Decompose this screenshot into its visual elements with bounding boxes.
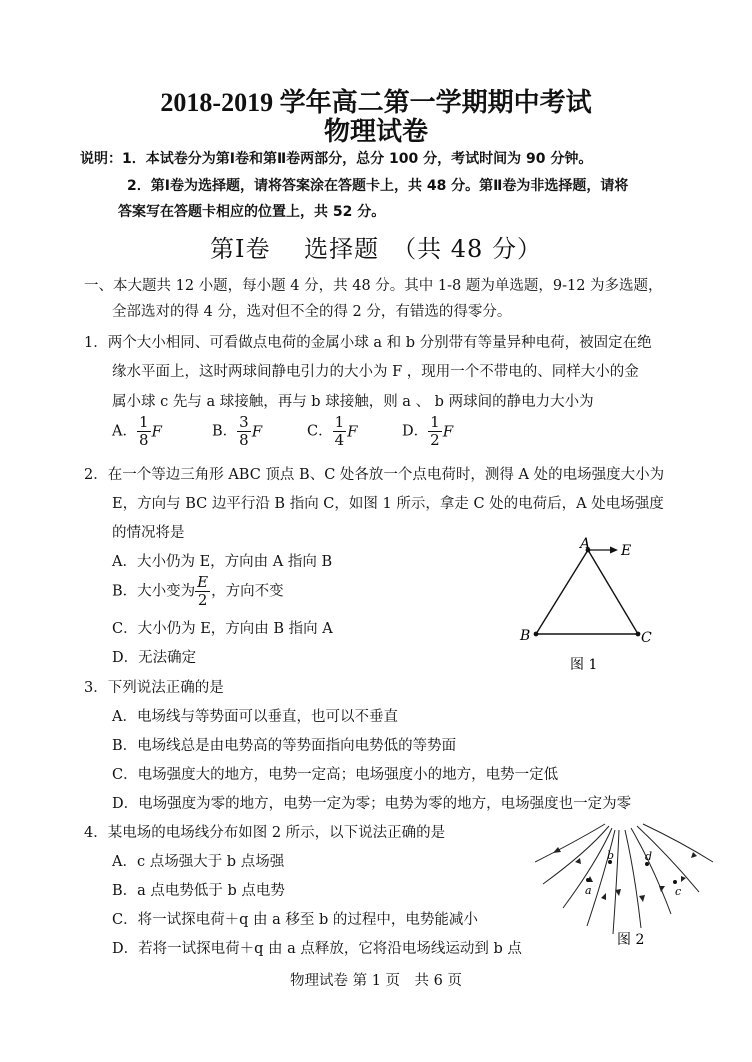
figure-2-field-lines — [535, 822, 715, 952]
q3-stem: 3．下列说法正确的是 — [84, 680, 224, 696]
fraction: $\frac{1}{8}$ — [138, 413, 149, 449]
field-line — [625, 830, 641, 928]
section-title: 第Ⅰ卷 选择题 （共 48 分） — [210, 235, 542, 263]
figure-1-caption: 图 1 — [570, 657, 598, 673]
note-line-1: 说明：1．本试卷分为第Ⅰ卷和第Ⅱ卷两部分，总分 100 分，考试时间为 90 分钟。 — [80, 151, 593, 167]
q1-option-b[interactable]: B． $\frac{3}{8}$ F — [212, 413, 263, 449]
label-b: b — [607, 849, 615, 862]
vertex-b-dot — [534, 632, 539, 637]
q3-option-b[interactable]: B．电场线总是由电势高的等势面指向电势低的等势面 — [112, 738, 457, 754]
note-line-2: 2．第Ⅰ卷为选择题，请将答案涂在答题卡上，共 48 分。第Ⅱ卷为非选择题，请将 — [127, 178, 629, 194]
arrowhead — [691, 852, 697, 858]
page-footer: 物理试卷 第 1 页 共 6 页 — [290, 973, 462, 989]
field-line — [643, 824, 713, 862]
fraction: $\frac{E}{2}$ — [197, 573, 209, 609]
q2-stem-line-1: 2．在一个等边三角形 ABC 顶点 B、C 处各放一个点电荷时，测得 A 处的电场强度大小为 — [84, 467, 665, 483]
field-line — [613, 830, 619, 934]
label-c: c — [675, 885, 682, 898]
field-arrowhead — [610, 547, 618, 554]
q3-option-c[interactable]: C．电场强度大的地方，电势一定高；电场强度小的地方，电势一定低 — [112, 767, 559, 783]
q4-stem: 4．某电场的电场线分布如图 2 所示，以下说法正确的是 — [84, 825, 446, 841]
q1-stem-line-1: 1．两个大小相同、可看做点电荷的金属小球 a 和 b 分别带有等量异种电荷，被固定在绝 — [84, 335, 652, 351]
label-a: a — [585, 884, 592, 897]
q2-option-c[interactable]: C．大小仍为 E，方向由 B 指向 A — [112, 621, 333, 637]
q1-option-d[interactable]: D． $\frac{1}{2}$ F — [402, 413, 454, 449]
q4-option-c[interactable]: C．将一试探电荷＋q 由 a 移至 b 的过程中，电势能减小 — [112, 912, 478, 928]
fraction: $\frac{3}{8}$ — [239, 413, 249, 449]
q2-stem-line-2: E，方向与 BC 边平行沿 B 指向 C，如图 1 所示，拿走 C 处的电荷后，A 处电场强度 — [112, 496, 664, 512]
q1-stem-line-2: 缘水平面上，这时两球间静电引力的大小为 F ，现用一个不带电的、同样大小的金 — [112, 364, 639, 380]
q2-option-d[interactable]: D．无法确定 — [112, 650, 197, 666]
label-c: C — [641, 630, 652, 646]
side-ab — [536, 550, 588, 634]
q1-option-a[interactable]: A． $\frac{1}{8}$ F — [112, 413, 162, 449]
q1-stem-line-3: 属小球 c 先与 a 球接触，再与 b 球接触，则 a 、 b 两球间的静电力大小为 — [112, 394, 594, 410]
field-line — [631, 828, 671, 914]
fraction: $\frac{1}{4}$ — [334, 413, 345, 449]
exam-subtitle: 物理试卷 — [323, 117, 428, 146]
instructions-line-2: 全部选对的得 4 分，选对但不全的得 2 分，有错选的得零分。 — [112, 304, 512, 320]
q3-option-a[interactable]: A．电场线与等势面可以垂直，也可以不垂直 — [112, 709, 398, 725]
side-ac — [588, 550, 638, 634]
instructions-line-1: 一、本大题共 12 小题，每小题 4 分，共 48 分。其中 1-8 题为单选题，9-12 为多选题， — [84, 278, 663, 294]
arrowhead — [639, 895, 645, 902]
label-b: B — [520, 628, 531, 644]
figure-2-caption: 图 2 — [617, 932, 645, 948]
point-a-dot — [586, 878, 590, 882]
q4-option-a[interactable]: A．c 点场强大于 b 点场强 — [112, 854, 285, 870]
label-e: E — [621, 543, 632, 559]
label-d: d — [645, 850, 653, 863]
arrowhead — [681, 876, 686, 882]
q4-option-b[interactable]: B．a 点电势低于 b 点电势 — [112, 883, 285, 899]
field-line — [535, 824, 605, 862]
vertex-c-dot — [636, 632, 641, 637]
q2-option-a[interactable]: A．大小仍为 E，方向由 A 指向 B — [112, 554, 333, 570]
note-line-3: 答案写在答题卡相应的位置上，共 52 分。 — [118, 204, 386, 220]
point-c-dot — [673, 880, 677, 884]
arrowhead — [553, 847, 561, 853]
arrowhead — [601, 893, 606, 900]
q1-option-c[interactable]: C． $\frac{1}{4}$ F — [307, 413, 358, 449]
label-a: A — [580, 536, 591, 552]
fraction: $\frac{1}{2}$ — [430, 413, 440, 449]
exam-title: 2018-2019 学年高二第一学期期中考试 — [160, 88, 592, 117]
figure-1-triangle — [500, 530, 670, 680]
q2-option-b[interactable]: B．大小变为 $\frac{E}{2}$ ，方向不变 — [112, 573, 284, 609]
field-line — [543, 826, 609, 884]
q2-stem-line-3: 的情况将是 — [112, 525, 185, 541]
q3-option-d[interactable]: D．电场强度为零的地方，电势一定为零；电势为零的地方，电场强度也一定为零 — [112, 796, 632, 812]
q4-option-d[interactable]: D．若将一试探电荷＋q 由 a 点释放，它将沿电场线运动到 b 点 — [112, 941, 522, 957]
